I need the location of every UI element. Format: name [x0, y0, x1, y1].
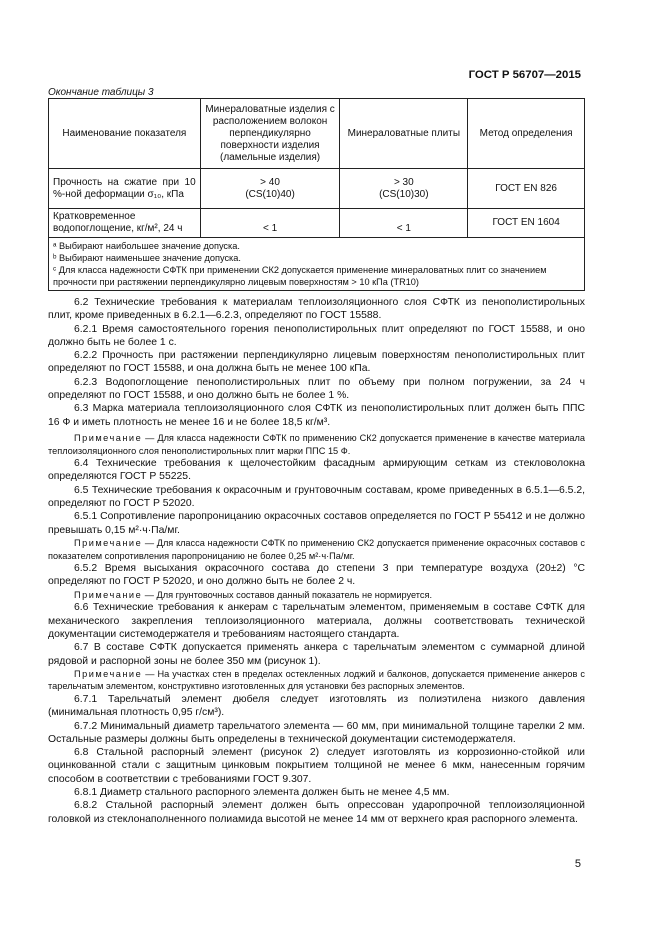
cell-value: > 40 (CS(10)40): [200, 169, 340, 209]
footnote: ᵃ Выбирают наибольшее значение допуска.: [53, 241, 240, 251]
column-header: Метод определения: [468, 99, 585, 169]
paragraph: 6.5.1 Сопротивление паропроницанию окрасочных составов определяется по ГОСТ Р 55412 и не должно превышать 0,15 м²·ч·Па/мг.: [48, 511, 585, 536]
paragraph: 6.5.2 Время высыхания окрасочного состава до степени 3 при температуре воздуха (20±2) °С определяют по ГОСТ Р 52020, и оно должно быть не более 2 ч.: [48, 563, 585, 588]
paragraph: 6.2.3 Водопоглощение пенополистирольных плит по объему при полном погружении, за 24 ч определяют по ГОСТ 15588, и оно должно быть не более 1 %.: [48, 376, 585, 402]
page-number: 5: [574, 858, 581, 870]
note: Примечание — Для класса надежности СФТК по применению СК2 допускается применение в качестве материала теплоизоляционного слоя пенополистирольных плит марки ППС 15 Ф.: [48, 432, 585, 456]
table-row: [49, 169, 585, 209]
standard-header: ГОСТ Р 56707—2015: [468, 69, 581, 81]
note: Примечание — Для грунтовочных составов данный показатель не нормируется.: [74, 589, 433, 600]
note: Примечание — На участках стен в пределах остекленных лоджий и балконов, допускается применение анкеров с тарельчатым элементом, конструктивно изготовленных для установки без распорных элементов.: [48, 668, 585, 692]
cell-value: < 1: [340, 209, 468, 238]
paragraph: 6.8.1 Диаметр стального распорного элемента должен быть не менее 4,5 мм.: [74, 787, 450, 799]
paragraph: 6.4 Технические требования к щелочестойким фасадным армирующим сеткам из стекловолокна определяются ГОСТ Р 55225.: [48, 458, 585, 483]
paragraph: 6.7.1 Тарельчатый элемент дюбеля следует изготовлять из полиэтилена низкого давления (минимальная плотность 0,95 г/см³).: [48, 693, 585, 719]
footnote: ᵇ Выбирают наименьшее значение допуска.: [53, 253, 241, 263]
cell-method: ГОСТ EN 826: [468, 169, 585, 209]
footnote: ᶜ Для класса надежности СФТК при применении СК2 допускается применение минераловатных плит со значением прочности при растяжении перпендикулярно лицевым поверхностям > 10 кПа (TR10): [53, 265, 547, 287]
table-caption: Окончание таблицы 3: [48, 87, 154, 98]
paragraph: 6.2.2 Прочность при растяжении перпендикулярно лицевым поверхностям пенополистирольных плит определяют по ГОСТ 15588, и она должна быть не менее 100 кПа.: [48, 350, 585, 375]
row-name: Кратковременное водопоглощение, кг/м², 24 ч: [49, 209, 201, 238]
properties-table: [48, 98, 585, 291]
paragraph: 6.2 Технические требования к материалам теплоизоляционного слоя СФТК из пенополистирольных плит, кроме приведенных в 6.2.1—6.2.3, определяют по ГОСТ 15588.: [48, 297, 585, 322]
cell-value: < 1: [200, 209, 340, 238]
table-footnotes: [49, 238, 585, 291]
cell-value: > 30 (CS(10)30): [340, 169, 468, 209]
paragraph: 6.7.2 Минимальный диаметр тарельчатого элемента — 60 мм, при минимальной толщине тарелки 2 мм. Остальные размеры должны быть определены в технической документации системодержателя.: [48, 720, 585, 745]
paragraph: 6.2.1 Время самостоятельного горения пенополистирольных плит определяют по ГОСТ 15588, и оно должно быть не более 1 с.: [48, 323, 585, 348]
cell-method: ГОСТ EN 1604: [468, 209, 585, 238]
column-header: Минераловатные плиты: [340, 99, 468, 169]
paragraph: 6.3 Марка материала теплоизоляционного слоя СФТК из пенополистирольных плит должен быть ППС 16 Ф и иметь плотность не менее 16 и не более 18,5 кг/м³.: [48, 403, 585, 428]
paragraph: 6.8 Стальной распорный элемент (рисунок 2) следует изготовлять из коррозионно-стойкой или оцинкованной стали с защитным цинковым покрытием толщиной не менее 6 мкм, нанесенным горячим способом в соответствии с требованиями ГОСТ 9.307.: [48, 747, 585, 785]
document-body: [48, 296, 585, 826]
column-header: Наименование показателя: [49, 99, 201, 169]
paragraph: 6.6 Технические требования к анкерам с тарельчатым элементом, применяемым в составе СФТК для механического закрепления теплоизоляционного материала, должны соответствовать технической документации системодержателя и требованиям настоящего стандарта.: [48, 602, 585, 640]
paragraph: 6.5 Технические требования к окрасочным и грунтовочным составам, кроме приведенных в 6.5.1—6.5.2, определяют по ГОСТ Р 52020.: [48, 484, 585, 510]
paragraph: 6.7 В составе СФТК допускается применять анкера с тарельчатым элементом с суммарной длиной рядовой и распорной зоны не более 350 мм (рисунок 1).: [48, 642, 585, 667]
column-header: Минераловатные изделия с расположением волокон перпендикулярно поверхности изделия (ламельные изделия): [200, 99, 340, 169]
table-row: [49, 209, 585, 238]
row-name: Прочность на сжатие при 10 %-ной деформации σ₁₀, кПа: [49, 169, 201, 209]
paragraph: 6.8.2 Стальной распорный элемент должен быть опрессован ударопрочной теплоизоляционной головкой из стеклонаполненного полиамида высотой не менее 14 мм от верхнего края распорного элемента.: [48, 800, 585, 825]
note: Примечание — Для класса надежности СФТК по применению СК2 допускается применение окрасочных составов с показателем сопротивления паропроницанию не более 0,25 м²·ч·Па/мг.: [48, 537, 585, 561]
